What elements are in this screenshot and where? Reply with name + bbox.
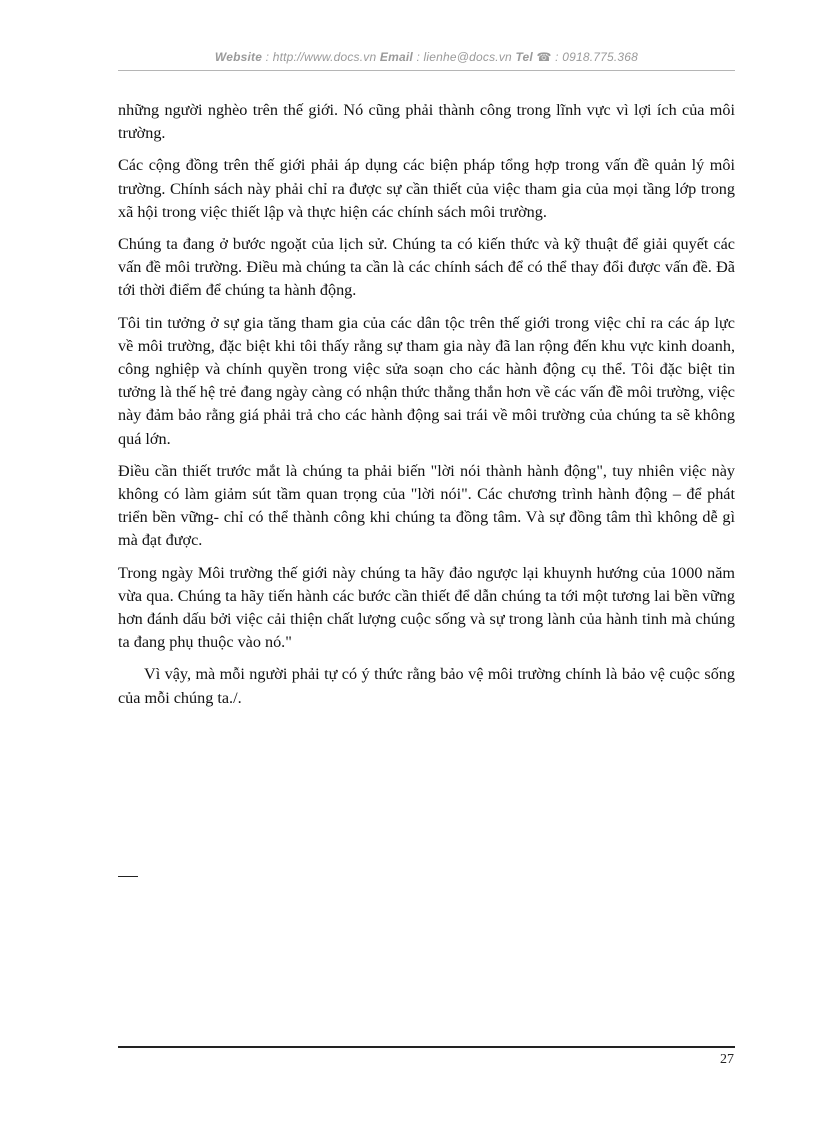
- paragraph-6: Trong ngày Môi trường thế giới này chúng ta hãy đảo ngược lại khuynh hướng của 1000 năm vừa qua. Chúng ta hãy tiến hành các bước cần thiết để dẫn chúng ta tới một tương lai bền vững hơn đánh dấu bởi việc cải thiện chất lượng cuộc sống và sự trong lành của hành tinh mà chúng ta đang phụ thuộc vào nó.": [118, 563, 735, 652]
- footer-divider: [118, 1046, 735, 1048]
- website-label: Website: [214, 50, 263, 64]
- email-value: : lienhe@docs.vn: [412, 50, 516, 64]
- paragraph-4: Tôi tin tưởng ở sự gia tăng tham gia của các dân tộc trên thế giới trong việc chỉ ra các áp lực về môi trường, đặc biệt khi tôi thấy rằng sự tham gia này đã lan rộng đến khu vực kinh doanh, công nghiệp và chính quyền trong việc sửa soạn cho các hành động cụ thể. Tôi đặc biệt tin tưởng là thế hệ trẻ đang ngày càng có nhận thức thẳng thắn hơn về các vấn đề môi trường, việc này đảm bảo rằng giá phải trả cho các hành động sai trái về môi trường của chúng ta sẽ không quá lớn.: [118, 313, 735, 448]
- paragraph-3: Chúng ta đang ở bước ngoặt của lịch sử. Chúng ta có kiến thức và kỹ thuật để giải quyết các vấn đề môi trường. Điều mà chúng ta cần là các chính sách để có thể thay đổi được vấn đề. Đã tới thời điểm để chúng ta hành động.: [118, 235, 735, 300]
- tel-label: Tel: [515, 50, 533, 64]
- paragraph-7: Vì vậy, mà mỗi người phải tự có ý thức rằng bảo vệ môi trường chính là bảo vệ cuộc sống của mỗi chúng ta./.: [118, 665, 735, 707]
- footnote-separator: [118, 876, 138, 877]
- page-number: 27: [720, 1052, 734, 1067]
- paragraph-1: những người nghèo trên thế giới. Nó cũng phải thành công trong lĩnh vực vì lợi ích của môi trường.: [118, 101, 735, 143]
- document-body: [118, 99, 735, 719]
- paragraph-2: Các cộng đồng trên thế giới phải áp dụng các biện pháp tổng hợp trong vấn đề quản lý môi trường. Chính sách này phải chỉ ra được sự cần thiết của việc tham gia của mọi tầng lớp trong xã hội trong việc thiết lập và thực hiện các chính sách môi trường.: [118, 156, 735, 221]
- page-header: [118, 50, 735, 64]
- website-value: : http://www.docs.vn: [262, 50, 380, 64]
- header-divider: [118, 70, 735, 71]
- phone-icon: ☎: [536, 50, 552, 64]
- email-label: Email: [379, 50, 413, 64]
- paragraph-5: Điều cần thiết trước mắt là chúng ta phải biến "lời nói thành hành động", tuy nhiên việc này không có làm giảm sút tầm quan trọng của "lời nói". Các chương trình hành động – để phát triển bền vững- chỉ có thể thành công khi chúng ta đồng tâm. Và sự đồng tâm thì không dễ gì mà đạt được.: [118, 461, 735, 550]
- tel-value: : 0918.775.368: [551, 50, 639, 64]
